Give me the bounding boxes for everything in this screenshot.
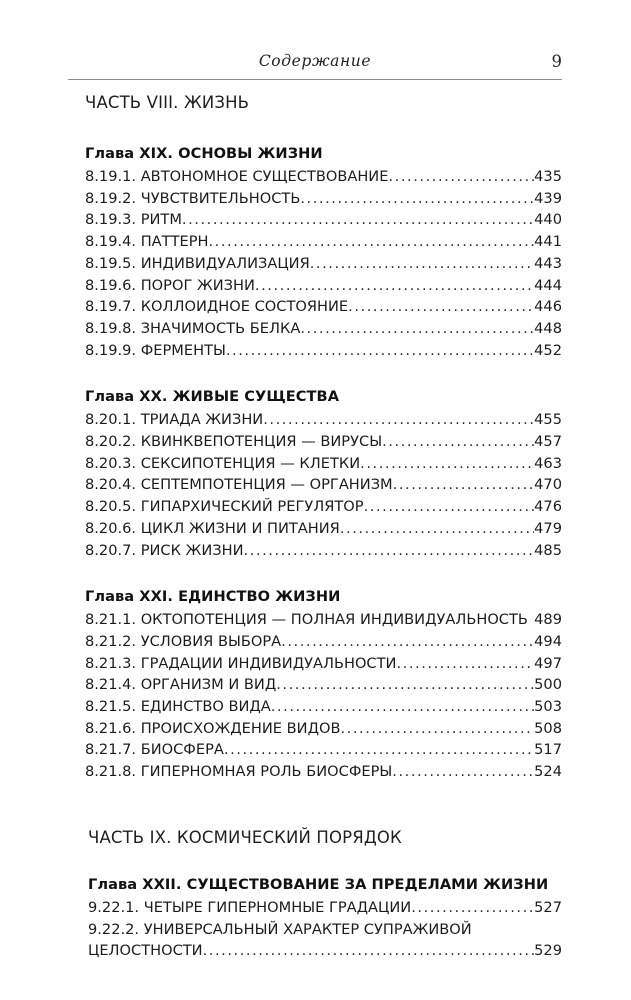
toc-entry-title-line-2: ЦЕЛОСТНОСТИ [88,942,203,960]
toc-entry-page: 435 [534,168,562,185]
toc-entry-title: 8.20.3. СЕКСИПОТЕНЦИЯ — КЛЕТКИ [85,454,361,472]
page-number: 9 [551,52,562,71]
toc-entry[interactable] [85,275,562,297]
toc-entry[interactable] [85,518,562,540]
toc-entry-page: 479 [534,519,562,537]
toc-entry[interactable] [85,231,562,253]
toc-entry[interactable] [85,340,562,362]
dot-leader [348,296,534,318]
toc-entry-title: 8.21.8. ГИПЕРНОМНАЯ РОЛЬ БИОСФЕРЫ [85,763,393,781]
toc-entry-title: 8.19.1. АВТОНОМНОЕ СУЩЕСТВОВАНИЕ [85,168,389,185]
dot-leader [382,431,534,453]
dot-leader [224,739,534,761]
toc-entry-title: 8.20.2. КВИНКВЕПОТЕНЦИЯ — ВИРУСЫ [85,433,383,451]
dot-leader [244,540,535,562]
toc-entry[interactable] [88,897,562,919]
toc-entry-title: 8.19.4. ПАТТЕРН [85,233,209,251]
toc-entry-page: 441 [534,233,562,251]
toc-entry[interactable] [85,631,562,653]
toc-entry-page: 489 [534,611,562,629]
toc-entry-title-line-1: 9.22.2. УНИВЕРСАЛЬНЫЙ ХАРАКТЕР СУПРАЖИВОЙ [88,920,472,938]
toc-entry-title: 8.21.6. ПРОИСХОЖДЕНИЕ ВИДОВ [85,719,341,737]
toc-entry-page: 497 [534,654,562,672]
toc-entry[interactable] [85,431,562,453]
dot-leader [392,761,534,783]
toc-entry-title: 8.21.5. ЕДИНСТВО ВИДА [85,698,271,716]
chapter-heading: Глава XXI. ЕДИНСТВО ЖИЗНИ [85,588,341,606]
toc-entry[interactable] [85,166,562,188]
toc-entry-page: 527 [534,898,562,916]
toc-entry[interactable] [85,761,562,783]
dot-leader [360,453,534,475]
toc-entry[interactable] [85,188,562,210]
header-divider [68,79,562,80]
dot-leader [340,518,534,540]
dot-leader [364,496,535,518]
dot-leader [396,653,534,675]
dot-leader [276,674,534,696]
chapter-heading: Глава XIX. ОСНОВЫ ЖИЗНИ [85,145,323,162]
toc-entry-title: 8.21.2. УСЛОВИЯ ВЫБОРА [85,632,282,650]
toc-entry-title: 8.19.7. КОЛЛОИДНОЕ СОСТОЯНИЕ [85,298,349,316]
toc-entry-title: 8.20.6. ЦИКЛ ЖИЗНИ И ПИТАНИЯ [85,519,340,537]
toc-entry-page: 503 [534,698,562,716]
toc-entry-page: 529 [534,942,562,960]
dot-leader [208,231,534,253]
toc-entry-page: 517 [534,741,562,759]
toc-entry-title: 9.22.1. ЧЕТЫРЕ ГИПЕРНОМНЫЕ ГРАДАЦИИ [88,898,412,916]
toc-entry-title: 8.19.3. РИТМ [85,211,182,229]
toc-entry-title: 8.19.5. ИНДИВИДУАЛИЗАЦИЯ [85,254,310,272]
dot-leader [340,718,534,740]
dot-leader [310,253,534,275]
dot-leader [411,897,534,919]
toc-entry[interactable] [85,739,562,761]
dot-leader [182,209,534,231]
toc-entry-page: 457 [534,433,562,451]
toc-entry[interactable] [85,718,562,740]
part-heading: ЧАСТЬ IX. КОСМИЧЕСКИЙ ПОРЯДОК [88,827,402,847]
dot-leader [300,318,534,340]
toc-entry-page: 463 [534,454,562,472]
toc-entry[interactable] [85,653,562,675]
toc-entry-page: 500 [534,676,562,694]
toc-entry[interactable] [85,296,562,318]
toc-entry-page: 439 [534,189,562,207]
toc-entry[interactable] [85,609,562,631]
dot-leader [271,696,534,718]
toc-entry[interactable] [85,474,562,496]
toc-entry[interactable] [85,496,562,518]
toc-entry-page: 440 [534,211,562,229]
toc-entry-title: 8.21.7. БИОСФЕРА [85,741,224,759]
toc-entry-page: 444 [534,276,562,294]
dot-leader [255,275,534,297]
toc-entry-page: 452 [534,341,562,359]
toc-entry-title: 8.19.9. ФЕРМЕНТЫ [85,341,226,359]
part-section [85,827,562,962]
toc-entry[interactable] [85,674,562,696]
toc-entry[interactable] [85,540,562,562]
toc-entry-page: 494 [534,632,562,650]
dot-leader [203,940,535,962]
toc-entry[interactable] [85,209,562,231]
part-heading: ЧАСТЬ VIII. ЖИЗНЬ [85,93,250,112]
part-section [85,92,562,783]
chapter-section [85,587,562,783]
toc-entry-title: 8.19.8. ЗНАЧИМОСТЬ БЕЛКА [85,319,301,337]
dot-leader [388,166,534,188]
chapter-heading: Глава XXII. СУЩЕСТВОВАНИЕ ЗА ПРЕДЕЛАМИ ЖИЗНИ [88,875,549,893]
chapter-section [85,144,562,361]
toc-entry[interactable] [85,409,562,431]
toc-entry[interactable] [85,318,562,340]
toc-entry-title: 8.19.6. ПОРОГ ЖИЗНИ [85,276,255,294]
dot-leader [263,409,534,431]
dot-leader [226,340,534,362]
toc-entry-title: 8.20.4. СЕПТЕМПОТЕНЦИЯ — ОРГАНИЗМ [85,476,393,494]
toc-entry-title: 8.20.7. РИСК ЖИЗНИ [85,541,244,559]
chapter-heading: Глава XX. ЖИВЫЕ СУЩЕСТВА [85,388,340,406]
toc-entry-page: 524 [534,763,562,781]
toc-entry[interactable] [85,696,562,718]
toc-entry-title: 8.20.5. ГИПАРХИЧЕСКИЙ РЕГУЛЯТОР [85,498,364,516]
toc-entry-page: 446 [534,298,562,316]
toc-entry-title: 8.19.2. ЧУВСТВИТЕЛЬНОСТЬ [85,189,301,207]
toc-entry-page: 443 [534,254,562,272]
toc-entry-title: 8.21.3. ГРАДАЦИИ ИНДИВИДУАЛЬНОСТИ [85,654,397,672]
toc-entry-page: 485 [534,541,562,559]
toc-entry-page: 470 [534,476,562,494]
toc-content [85,92,562,962]
toc-entry-page: 508 [534,719,562,737]
toc-entry-page: 455 [534,411,562,429]
dot-leader [393,474,534,496]
running-head [68,52,562,78]
toc-entry-page: 476 [534,498,562,516]
running-head-title: Содержание [258,52,372,70]
toc-entry[interactable] [85,453,562,475]
chapter-section [88,875,562,962]
toc-entry-title: 8.21.1. ОКТОПОТЕНЦИЯ — ПОЛНАЯ ИНДИВИДУАЛЬНОСТЬ [85,611,528,629]
toc-entry-title: 8.20.1. ТРИАДА ЖИЗНИ [85,411,264,429]
toc-entry-page: 448 [534,319,562,337]
chapter-section [85,387,562,561]
toc-entry-title: 8.21.4. ОРГАНИЗМ И ВИД [85,676,277,694]
dot-leader [300,188,534,210]
toc-entry[interactable] [88,919,562,962]
dot-leader [281,631,534,653]
toc-entry[interactable] [85,253,562,275]
dot-leader [528,609,534,631]
